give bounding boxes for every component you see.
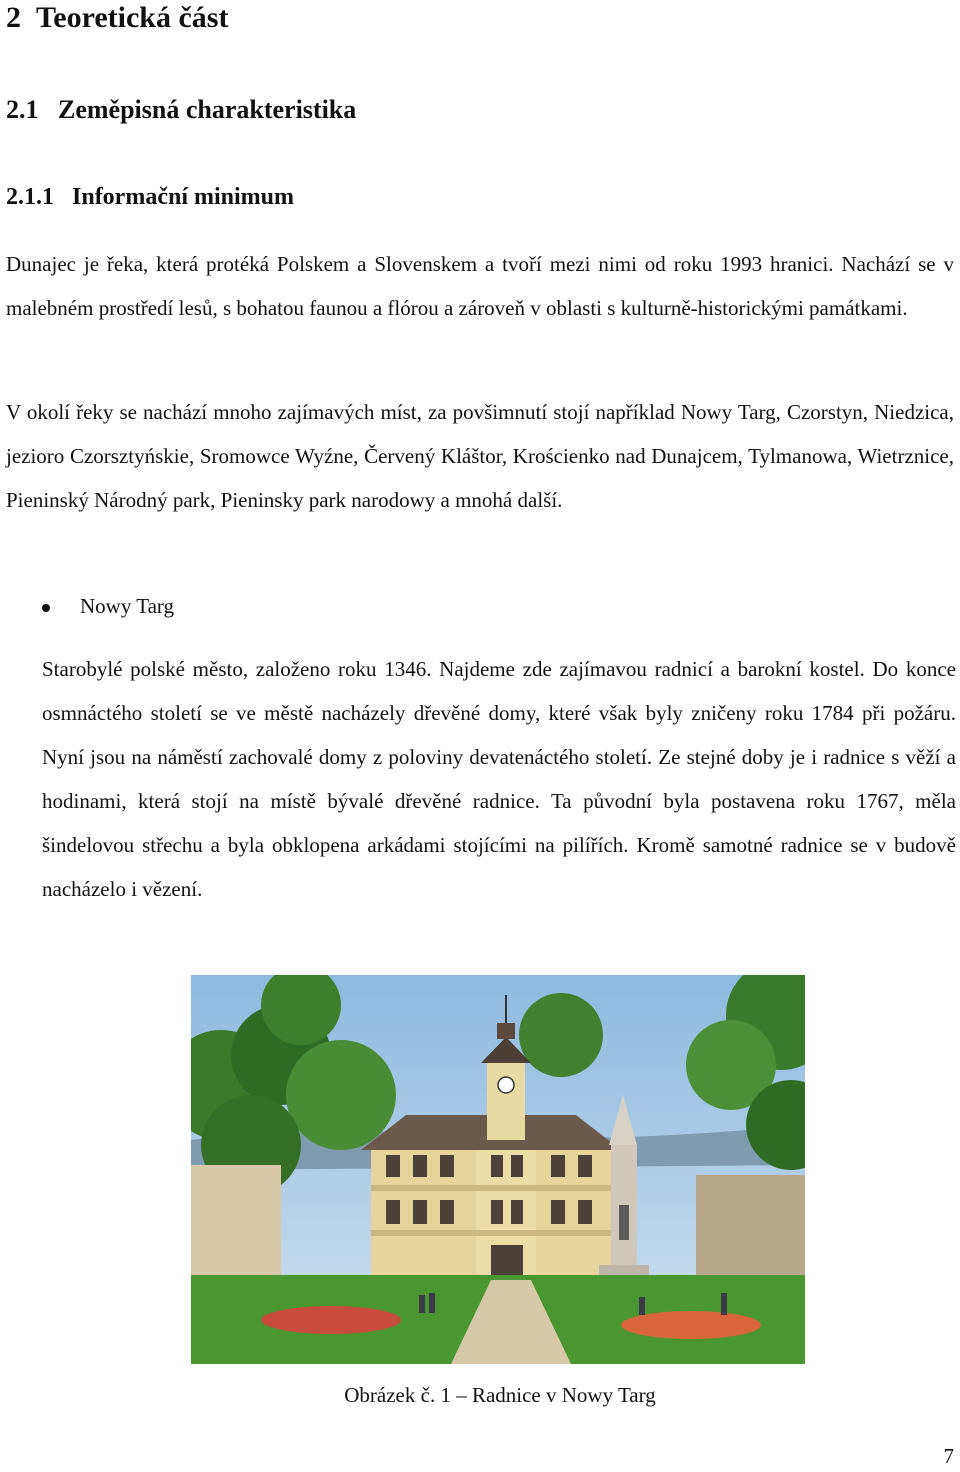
chapter-heading [6,0,228,38]
figure-caption: Obrázek č. 1 – Radnice v Nowy Targ [344,1383,656,1407]
bullet-icon [42,604,50,612]
section-number: 2.1 [6,95,39,124]
section-title: Zeměpisná charakteristika [58,95,357,124]
chapter-number: 2 [6,1,21,34]
left-building [191,1165,281,1275]
subsection-number: 2.1.1 [6,184,54,210]
right-building [696,1175,805,1275]
section-heading [6,92,356,128]
page-number: 7 [943,1444,954,1468]
town-hall-photo [191,975,805,1364]
chapter-title: Teoretická část [36,1,229,34]
subsection-title: Informační minimum [72,184,294,210]
paragraph-nowy-targ: Starobylé polské město, založeno roku 1346. Najdeme zde zajímavou radnicí a barokní kostel. Do konce osmnáctého století se ve městě nacházely dřevěné domy, které však byly zničeny roku 1784 při požáru. Nyní jsou na náměstí zachovalé domy z poloviny devatenáctého století. Ze stejné doby je i radnice s věží a hodinami, která stojí na místě bývalé dřevěné radnice. Ta původní byla postavena roku 1767, měla šindelovou střechu a byla obklopena arkádami stojícími na pilířích. Kromě samotné radnice se v budově nacházelo i vězení. [42,657,956,901]
bullet-item-nowy-targ: Nowy Targ [80,594,174,618]
town-hall-illustration [191,975,805,1364]
paragraph-intro: Dunajec je řeka, která protéká Polskem a Slovenskem a tvoří mezi nimi od roku 1993 hranici. Nachází se v malebném prostředí lesů, s bohatou faunou a flórou a zároveň v oblasti s kulturně-historickými památkami. [6,252,954,320]
paragraph-places: V okolí řeky se nachází mnoho zajímavých míst, za povšimnutí stojí například Nowy Targ, Czorstyn, Niedzica, jezioro Czorsztyńskie, Sromowce Wyźne, Červený Kláštor, Krościenko nad Dunajcem, Tylmanowa, Wietrznice, Pieninský Národný park, Pieninsky park narodowy a mnohá další. [6,400,954,512]
subsection-heading [6,180,294,214]
